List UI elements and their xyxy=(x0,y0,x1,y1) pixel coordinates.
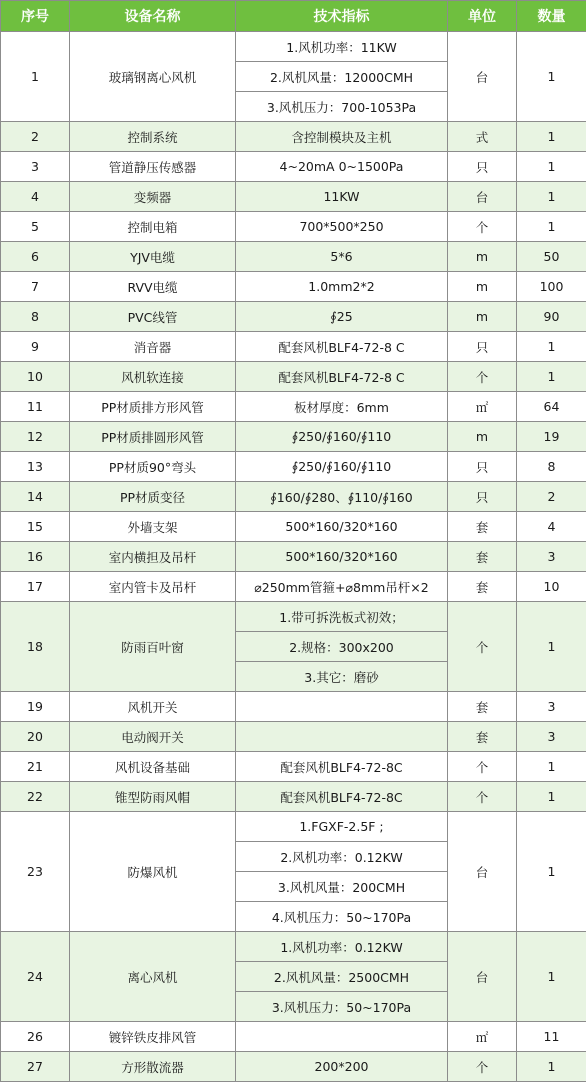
cell-name: 锥型防雨风帽 xyxy=(70,782,236,812)
cell-unit: 个 xyxy=(448,212,517,242)
cell-qty: 10 xyxy=(517,572,586,602)
table-row xyxy=(1,692,586,722)
cell-no: 13 xyxy=(1,452,70,482)
cell-qty: 1 xyxy=(517,332,586,362)
cell-qty: 1 xyxy=(517,152,586,182)
cell-qty: 50 xyxy=(517,242,586,272)
table-row xyxy=(1,572,586,602)
table-row xyxy=(1,272,586,302)
table-row xyxy=(1,722,586,752)
table-row xyxy=(1,152,586,182)
cell-unit: 个 xyxy=(448,1052,517,1082)
cell-no: 8 xyxy=(1,302,70,332)
cell-qty: 1 xyxy=(517,812,586,932)
cell-qty: 1 xyxy=(517,122,586,152)
cell-name: PVC线管 xyxy=(70,302,236,332)
cell-spec: 配套风机BLF4-72-8 C xyxy=(236,362,448,392)
cell-unit: 只 xyxy=(448,482,517,512)
cell-no: 6 xyxy=(1,242,70,272)
cell-spec: 1.风机功率：11KW xyxy=(236,32,448,62)
cell-spec: 配套风机BLF4-72-8C xyxy=(236,782,448,812)
cell-spec: 4.风机压力：50~170Pa xyxy=(236,902,448,932)
cell-unit: m xyxy=(448,422,517,452)
cell-no: 23 xyxy=(1,812,70,932)
cell-name: 消音器 xyxy=(70,332,236,362)
table-body xyxy=(1,32,586,1082)
cell-qty: 1 xyxy=(517,212,586,242)
cell-no: 7 xyxy=(1,272,70,302)
header-name: 设备名称 xyxy=(70,1,236,32)
cell-qty: 1 xyxy=(517,32,586,122)
cell-unit: 个 xyxy=(448,752,517,782)
cell-name: 离心风机 xyxy=(70,932,236,1022)
cell-no: 27 xyxy=(1,1052,70,1082)
cell-name: 室内横担及吊杆 xyxy=(70,542,236,572)
cell-unit: 只 xyxy=(448,152,517,182)
cell-spec: ∮250/∮160/∮110 xyxy=(236,422,448,452)
cell-qty: 1 xyxy=(517,602,586,692)
cell-no: 5 xyxy=(1,212,70,242)
cell-unit: 套 xyxy=(448,512,517,542)
cell-qty: 2 xyxy=(517,482,586,512)
cell-unit: 套 xyxy=(448,692,517,722)
cell-spec: 4~20mA 0~1500Pa xyxy=(236,152,448,182)
cell-unit: ㎡ xyxy=(448,1022,517,1052)
cell-spec: ∮160/∮280、∮110/∮160 xyxy=(236,482,448,512)
table-row xyxy=(1,422,586,452)
cell-name: 风机开关 xyxy=(70,692,236,722)
cell-name: PP材质排圆形风管 xyxy=(70,422,236,452)
table-row xyxy=(1,362,586,392)
cell-unit: 只 xyxy=(448,452,517,482)
header-no: 序号 xyxy=(1,1,70,32)
cell-unit: 台 xyxy=(448,932,517,1022)
cell-qty: 64 xyxy=(517,392,586,422)
cell-unit: m xyxy=(448,242,517,272)
cell-no: 14 xyxy=(1,482,70,512)
cell-unit: 个 xyxy=(448,602,517,692)
cell-unit: ㎡ xyxy=(448,392,517,422)
cell-spec: ∮25 xyxy=(236,302,448,332)
table-row xyxy=(1,782,586,812)
table-header-row xyxy=(1,1,586,32)
table-row xyxy=(1,752,586,782)
cell-unit: 式 xyxy=(448,122,517,152)
cell-name: 室内管卡及吊杆 xyxy=(70,572,236,602)
cell-unit: 只 xyxy=(448,332,517,362)
table-row xyxy=(1,332,586,362)
cell-spec: 1.带可拆洗板式初效； xyxy=(236,602,448,632)
cell-qty: 1 xyxy=(517,1052,586,1082)
cell-spec: 板材厚度：6mm xyxy=(236,392,448,422)
cell-spec: 1.风机功率：0.12KW xyxy=(236,932,448,962)
table-row xyxy=(1,482,586,512)
cell-spec: ∮250/∮160/∮110 xyxy=(236,452,448,482)
cell-qty: 3 xyxy=(517,722,586,752)
cell-name: 防爆风机 xyxy=(70,812,236,932)
cell-name: 风机设备基础 xyxy=(70,752,236,782)
cell-no: 3 xyxy=(1,152,70,182)
table-row xyxy=(1,212,586,242)
cell-name: PP材质变径 xyxy=(70,482,236,512)
cell-spec: 2.风机风量：2500CMH xyxy=(236,962,448,992)
cell-qty: 4 xyxy=(517,512,586,542)
cell-no: 16 xyxy=(1,542,70,572)
cell-unit: 套 xyxy=(448,542,517,572)
cell-spec xyxy=(236,1022,448,1052)
cell-spec: 配套风机BLF4-72-8C xyxy=(236,752,448,782)
cell-unit: 台 xyxy=(448,32,517,122)
table-row xyxy=(1,932,586,962)
cell-qty: 3 xyxy=(517,692,586,722)
cell-name: 管道静压传感器 xyxy=(70,152,236,182)
cell-unit: m xyxy=(448,272,517,302)
table-row xyxy=(1,542,586,572)
table-row xyxy=(1,302,586,332)
header-qty: 数量 xyxy=(517,1,586,32)
cell-no: 1 xyxy=(1,32,70,122)
cell-no: 9 xyxy=(1,332,70,362)
cell-no: 22 xyxy=(1,782,70,812)
cell-spec: 3.风机压力：700-1053Pa xyxy=(236,92,448,122)
cell-name: 控制系统 xyxy=(70,122,236,152)
cell-unit: 台 xyxy=(448,812,517,932)
cell-spec: 3.其它：磨砂 xyxy=(236,662,448,692)
cell-unit: 套 xyxy=(448,722,517,752)
cell-name: 风机软连接 xyxy=(70,362,236,392)
cell-no: 19 xyxy=(1,692,70,722)
cell-name: 变频器 xyxy=(70,182,236,212)
cell-name: PP材质90°弯头 xyxy=(70,452,236,482)
cell-qty: 1 xyxy=(517,362,586,392)
cell-name: 控制电箱 xyxy=(70,212,236,242)
table-row xyxy=(1,512,586,542)
cell-no: 2 xyxy=(1,122,70,152)
cell-qty: 1 xyxy=(517,752,586,782)
cell-unit: 套 xyxy=(448,572,517,602)
cell-spec xyxy=(236,692,448,722)
cell-spec: 2.风机风量：12000CMH xyxy=(236,62,448,92)
table-row xyxy=(1,122,586,152)
cell-no: 18 xyxy=(1,602,70,692)
cell-no: 26 xyxy=(1,1022,70,1052)
cell-name: RVV电缆 xyxy=(70,272,236,302)
cell-unit: m xyxy=(448,302,517,332)
cell-qty: 1 xyxy=(517,932,586,1022)
cell-qty: 100 xyxy=(517,272,586,302)
cell-spec: 1.FGXF-2.5F ; xyxy=(236,812,448,842)
table-row xyxy=(1,392,586,422)
cell-qty: 11 xyxy=(517,1022,586,1052)
cell-spec xyxy=(236,722,448,752)
cell-no: 17 xyxy=(1,572,70,602)
cell-spec: 配套风机BLF4-72-8 C xyxy=(236,332,448,362)
cell-no: 15 xyxy=(1,512,70,542)
cell-no: 4 xyxy=(1,182,70,212)
header-unit: 单位 xyxy=(448,1,517,32)
cell-unit: 台 xyxy=(448,182,517,212)
cell-name: 防雨百叶窗 xyxy=(70,602,236,692)
cell-unit: 个 xyxy=(448,362,517,392)
cell-spec: 500*160/320*160 xyxy=(236,542,448,572)
cell-spec: 2.风机功率：0.12KW xyxy=(236,842,448,872)
cell-no: 12 xyxy=(1,422,70,452)
cell-name: 方形散流器 xyxy=(70,1052,236,1082)
cell-name: 玻璃钢离心风机 xyxy=(70,32,236,122)
table-row xyxy=(1,32,586,62)
cell-spec: 2.规格：300x200 xyxy=(236,632,448,662)
cell-spec: 5*6 xyxy=(236,242,448,272)
cell-unit: 个 xyxy=(448,782,517,812)
cell-no: 10 xyxy=(1,362,70,392)
cell-name: 镀锌铁皮排风管 xyxy=(70,1022,236,1052)
cell-name: 外墙支架 xyxy=(70,512,236,542)
cell-spec: 3.风机风量：200CMH xyxy=(236,872,448,902)
table-row xyxy=(1,242,586,272)
cell-no: 24 xyxy=(1,932,70,1022)
cell-qty: 8 xyxy=(517,452,586,482)
cell-spec: 11KW xyxy=(236,182,448,212)
header-spec: 技术指标 xyxy=(236,1,448,32)
cell-name: 电动阀开关 xyxy=(70,722,236,752)
cell-no: 20 xyxy=(1,722,70,752)
table-row xyxy=(1,452,586,482)
cell-no: 11 xyxy=(1,392,70,422)
cell-no: 21 xyxy=(1,752,70,782)
cell-name: PP材质排方形风管 xyxy=(70,392,236,422)
table-row xyxy=(1,1052,586,1082)
table-row xyxy=(1,602,586,632)
cell-spec: 3.风机压力：50~170Pa xyxy=(236,992,448,1022)
cell-qty: 1 xyxy=(517,182,586,212)
cell-spec: 500*160/320*160 xyxy=(236,512,448,542)
table-row xyxy=(1,182,586,212)
cell-qty: 19 xyxy=(517,422,586,452)
cell-spec: ⌀250mm管箍+⌀8mm吊杆×2 xyxy=(236,572,448,602)
cell-spec: 200*200 xyxy=(236,1052,448,1082)
cell-qty: 1 xyxy=(517,782,586,812)
cell-spec: 1.0mm2*2 xyxy=(236,272,448,302)
table-row xyxy=(1,1022,586,1052)
cell-qty: 90 xyxy=(517,302,586,332)
cell-spec: 700*500*250 xyxy=(236,212,448,242)
cell-qty: 3 xyxy=(517,542,586,572)
cell-name: YJV电缆 xyxy=(70,242,236,272)
cell-spec: 含控制模块及主机 xyxy=(236,122,448,152)
table-row xyxy=(1,812,586,842)
